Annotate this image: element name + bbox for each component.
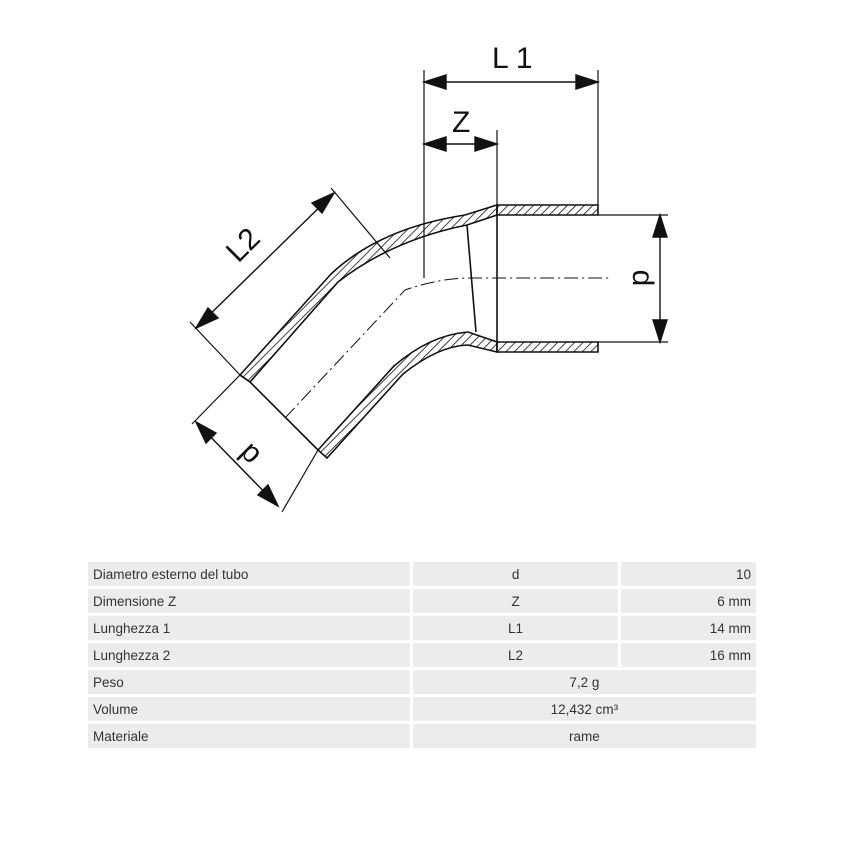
row-value: 16 mm <box>621 643 756 667</box>
row-value: 10 <box>621 562 756 586</box>
table-row-material <box>88 724 756 748</box>
row-label: Diametro esterno del tubo <box>88 562 410 586</box>
row-symbol: Z <box>413 589 619 613</box>
row-symbol: L1 <box>413 616 619 640</box>
pipe-walls <box>240 205 598 458</box>
row-label: Dimensione Z <box>88 589 410 613</box>
volume-label: Volume <box>88 697 410 721</box>
table-row-volume <box>88 697 756 721</box>
table-row <box>88 589 756 613</box>
material-label: Materiale <box>88 724 410 748</box>
table-row <box>88 616 756 640</box>
row-symbol: L2 <box>413 643 619 667</box>
dimension-label-l2: L2 <box>219 221 267 269</box>
dimension-label-z: Z <box>452 106 471 139</box>
row-label: Lunghezza 2 <box>88 643 410 667</box>
dimension-label-d-right: d <box>626 269 659 287</box>
spec-table <box>85 559 759 751</box>
dimension-lines <box>196 75 667 506</box>
row-value: 14 mm <box>621 616 756 640</box>
row-value: 6 mm <box>621 589 756 613</box>
dimension-label-l1: L 1 <box>492 42 533 75</box>
table-row-weight <box>88 670 756 694</box>
material-value: rame <box>413 724 756 748</box>
row-label: Lunghezza 1 <box>88 616 410 640</box>
row-symbol: d <box>413 562 619 586</box>
volume-value: 12,432 cm³ <box>413 697 756 721</box>
table-row <box>88 562 756 586</box>
weight-value: 7,2 g <box>413 670 756 694</box>
dimension-label-d-left: d <box>231 437 267 473</box>
weight-label: Peso <box>88 670 410 694</box>
table-row <box>88 643 756 667</box>
